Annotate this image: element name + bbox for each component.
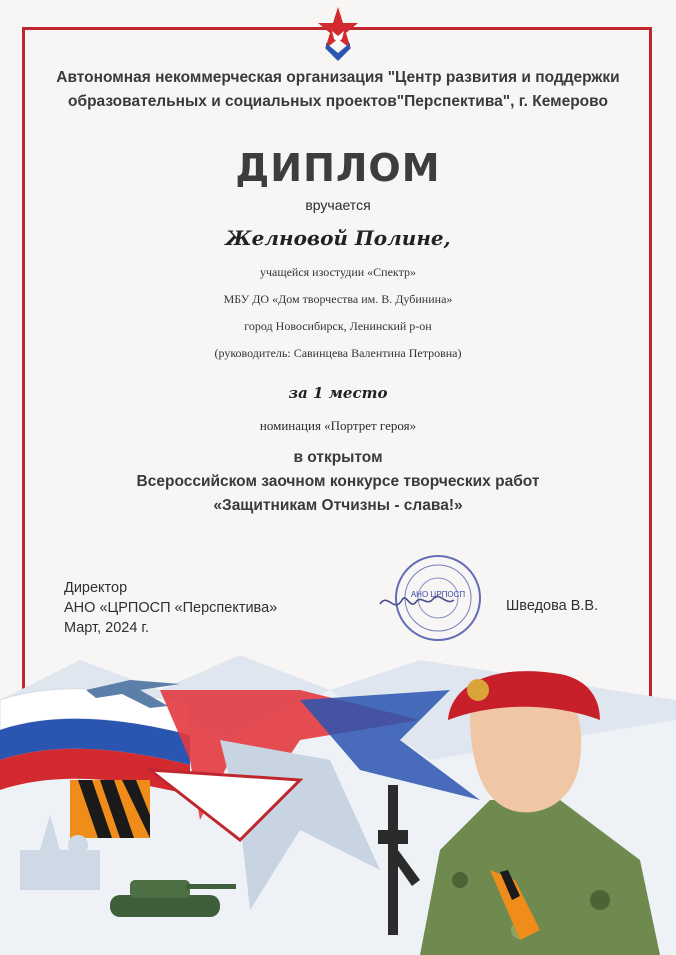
recipient-line-1: учащейся изостудии «Спектр» (259, 265, 416, 279)
document-title: ДИПЛОМ (235, 146, 441, 190)
signature-role: Директор (64, 580, 128, 596)
nomination-text: номинация «Портрет героя» (259, 418, 417, 433)
signature-org: АНО «ЦРПОСП «Перспектива» (64, 600, 278, 616)
contest-line-1: в открытом (293, 449, 383, 466)
signatory-name: Шведова В.В. (506, 598, 599, 614)
recipient-line-2: МБУ ДО «Дом творчества им. В. Дубинина» (223, 292, 453, 306)
red-star-icon (318, 5, 358, 63)
stamp-text: АНО ЦРПОСП (410, 590, 466, 599)
signature-block (64, 578, 277, 638)
place-text: за 1 место (288, 384, 388, 402)
recipient-line-3: город Новосибирск, Ленинский р-он (244, 319, 432, 333)
awarded-text: вручается (305, 197, 371, 213)
contest-line-3: «Защитникам Отчизны - слава!» (213, 497, 463, 514)
organization-name (0, 66, 676, 114)
patriotic-illustration (0, 640, 676, 955)
signature-date: Март, 2024 г. (64, 620, 149, 636)
recipient-line-4: (руководитель: Савинцева Валентина Петровна) (214, 346, 462, 360)
contest-description (0, 446, 676, 518)
st-george-ribbon-icon (70, 780, 150, 838)
recipient-name: Желновой Полине, (225, 226, 451, 250)
organization-line-2: образовательных и социальных проектов"Перспектива", г. Кемерово (68, 93, 608, 110)
contest-line-2: Всероссийском заочном конкурсе творческих работ (136, 473, 540, 490)
organization-line-1: Автономная некоммерческая организация "Центр развития и поддержки (56, 69, 620, 86)
stamp-icon (376, 552, 486, 652)
